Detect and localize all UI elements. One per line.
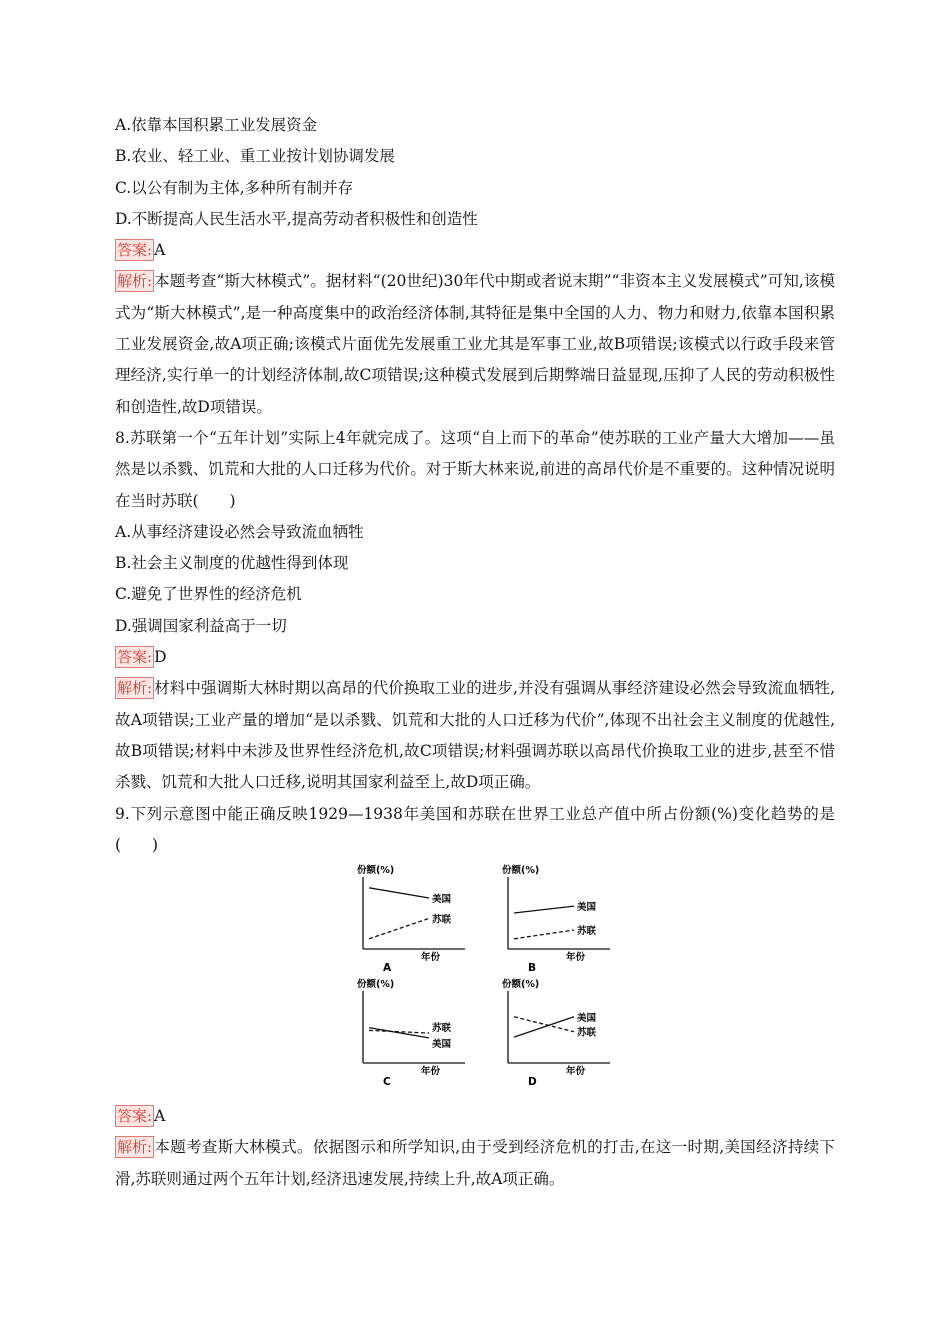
q8-option-c: C.避免了世界性的经济危机 (115, 585, 302, 604)
series-line (514, 930, 574, 939)
series-label: 美国 (432, 894, 452, 906)
series-line (514, 1017, 574, 1037)
analysis-text: 本题考查斯大林模式。依据图示和所学知识,由于受到经济危机的打击,在这一时期,美国经济持续下滑,苏联则通过两个五年计划,经济迅速发展,持续上升,故A项正确。 (115, 1138, 835, 1188)
chart-b (490, 867, 640, 979)
q8-option-a: A.从事经济建设必然会导致流血牺牲 (115, 522, 364, 541)
answer-value: D (154, 648, 167, 667)
chart-a (345, 867, 495, 979)
series-label: 苏联 (577, 1027, 597, 1039)
y-axis-label: 份额(%) (357, 865, 395, 877)
chart-caption: D (528, 1076, 537, 1089)
series-line (369, 888, 429, 898)
analysis-text: 材料中强调斯大林时期以高昂的代价换取工业的进步,并没有强调从事经济建设必然会导致流血牺牲,故A项错误;工业产量的增加“是以杀戮、饥荒和大批的人口迁移为代价”,体现不出社会主义制度的优越性,故B项错误;材料中未涉及世界性经济危机,故C项错误;材料强调苏联以高昂代价换取工业的进步,甚至不惜杀戮、饥荒和大批人口迁移,说明其国家利益至上,故D项正确。 (115, 679, 835, 792)
q8-option-b: B.社会主义制度的优越性得到体现 (115, 554, 349, 573)
y-axis-label: 份额(%) (502, 979, 540, 991)
q9-figure (115, 863, 835, 1101)
answer-tag: 答案: (117, 1107, 153, 1126)
chart-svg (490, 867, 640, 979)
answer-value: A (154, 241, 166, 260)
chart-svg (345, 981, 495, 1093)
q7-option-b: B.农业、轻工业、重工业按计划协调发展 (115, 147, 395, 166)
series-label: 苏联 (432, 1023, 452, 1035)
q8-answer (115, 642, 835, 673)
x-axis-label: 年份 (566, 952, 586, 964)
y-axis-label: 份额(%) (502, 865, 540, 877)
q7-option-d: D.不断提高人民生活水平,提高劳动者积极性和创造性 (115, 209, 478, 228)
analysis-tag: 解析: (117, 272, 153, 291)
q8-analysis (115, 673, 835, 798)
series-label: 苏联 (577, 926, 597, 938)
chart-svg (490, 981, 640, 1093)
q7-analysis (115, 266, 835, 422)
answer-value: A (154, 1107, 166, 1126)
series-label: 美国 (577, 902, 597, 914)
chart-d (490, 981, 640, 1093)
series-line (369, 1028, 429, 1038)
q8-option-d: D.强调国家利益高于一切 (115, 616, 287, 635)
x-axis-label: 年份 (566, 1066, 586, 1078)
q9-stem: 9.下列示意图中能正确反映1929—1938年美国和苏联在世界工业总产值中所占份额(%)变化趋势的是( ) (115, 804, 835, 854)
answer-tag: 答案: (117, 241, 153, 260)
document-page (115, 110, 835, 1195)
answer-tag: 答案: (117, 648, 153, 667)
series-label: 苏联 (432, 914, 452, 926)
analysis-text: 本题考查“斯大林模式”。据材料“(20世纪)30年代中期或者说末期”“非资本主义发展模式”可知,该模式为“斯大林模式”,是一种高度集中的政治经济体制,其特征是集中全国的人力、物力和财力,依靠本国积累工业发展资金,故A项正确;该模式片面优先发展重工业尤其是军事工业,故B项错误;该模式以行政手段来管理经济,实行单一的计划经济体制,故C项错误;这种模式发展到后期弊端日益显现,压抑了人民的劳动积极性和创造性,故D项错误。 (115, 272, 835, 416)
series-label: 美国 (577, 1012, 597, 1024)
series-line (514, 906, 574, 913)
analysis-tag: 解析: (117, 679, 153, 698)
chart-svg (345, 867, 495, 979)
q9-answer (115, 1101, 835, 1132)
series-label: 美国 (432, 1038, 452, 1050)
series-line (514, 1017, 574, 1032)
q7-option-a: A.依靠本国积累工业发展资金 (115, 116, 318, 134)
chart-caption: A (383, 962, 392, 975)
analysis-tag: 解析: (117, 1138, 153, 1157)
series-line (369, 919, 429, 939)
chart-c (345, 981, 495, 1093)
chart-caption: C (383, 1076, 391, 1089)
x-axis-label: 年份 (421, 1066, 441, 1078)
y-axis-label: 份额(%) (357, 979, 395, 991)
q9-analysis (115, 1132, 835, 1195)
q7-option-c: C.以公有制为主体,多种所有制并存 (115, 178, 354, 197)
chart-caption: B (528, 962, 537, 975)
q8-stem: 8.苏联第一个“五年计划”实际上4年就完成了。这项“自上而下的革命”使苏联的工业产量大大增加——虽然是以杀戮、饥荒和大批的人口迁移为代价。对于斯大林来说,前进的高昂代价是不重要的。这种情况说明在当时苏联( ) (115, 428, 835, 510)
q7-answer (115, 235, 835, 266)
x-axis-label: 年份 (421, 952, 441, 964)
